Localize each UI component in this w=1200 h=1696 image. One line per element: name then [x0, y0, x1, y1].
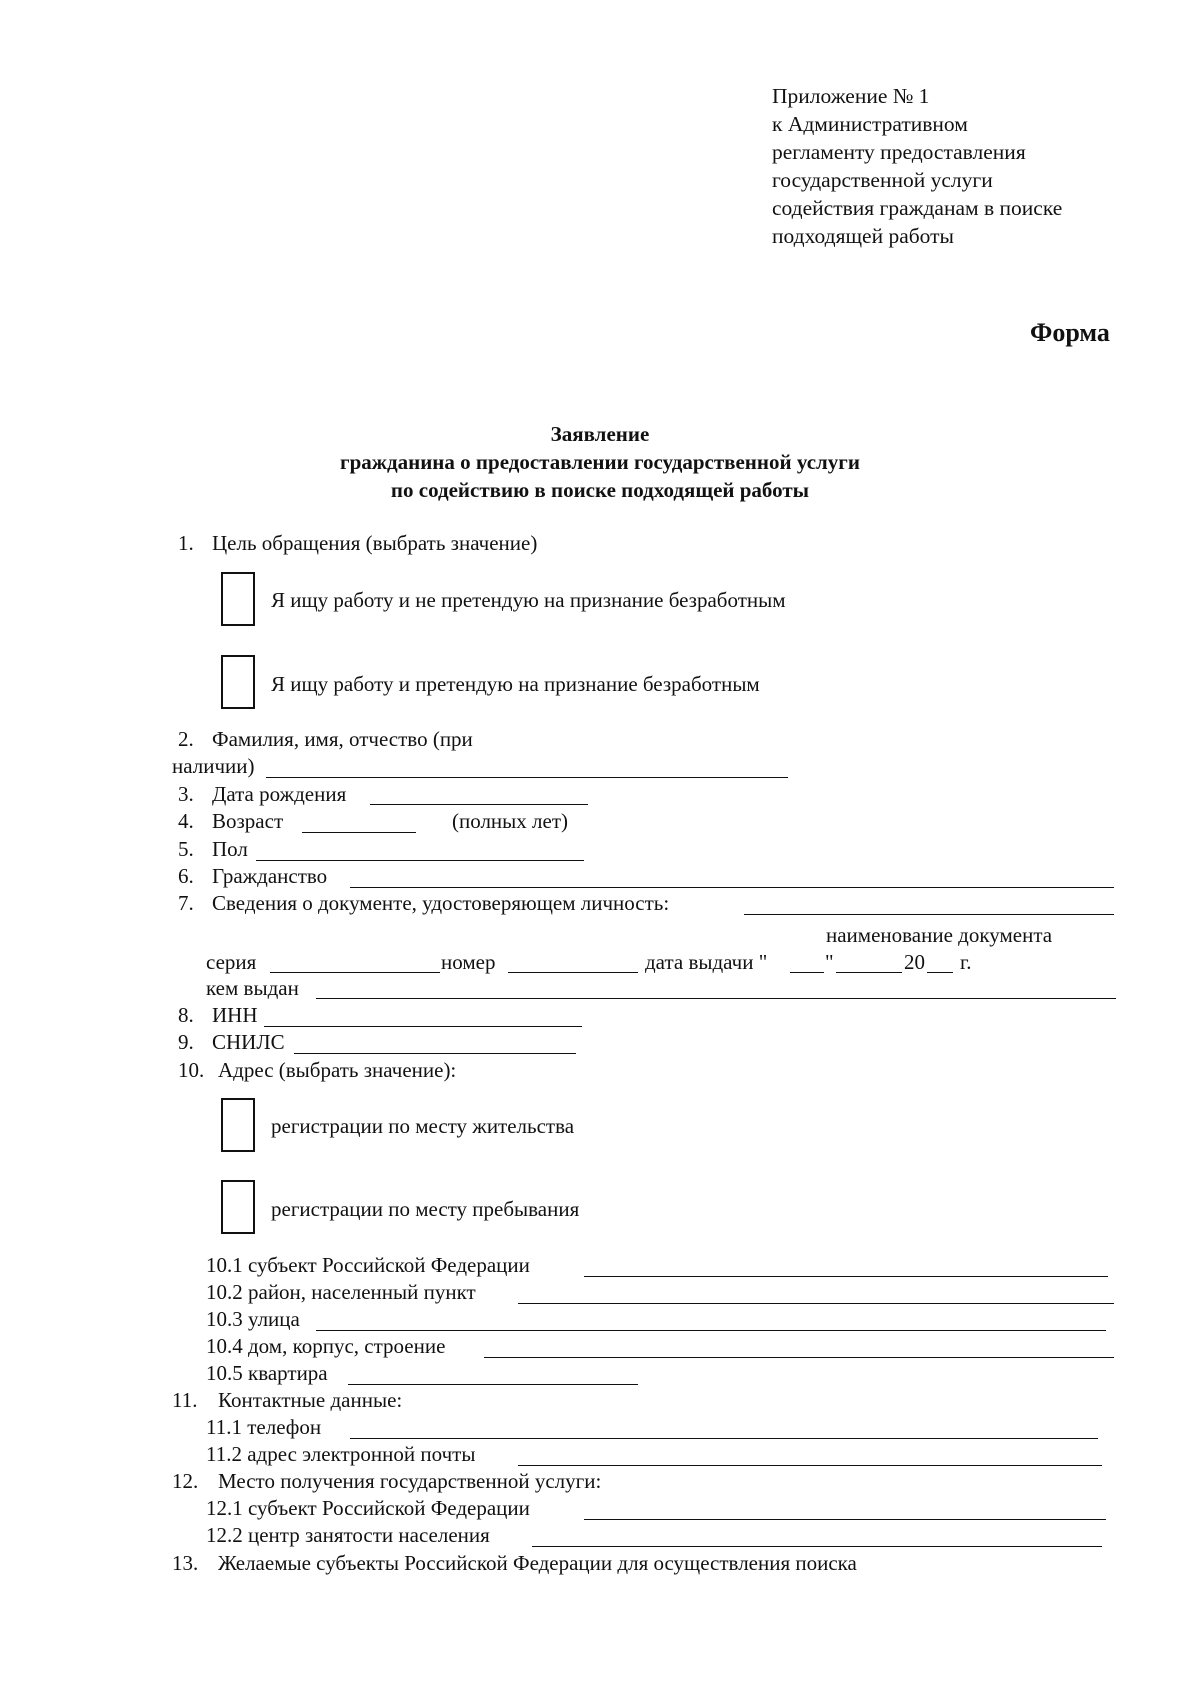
purpose-option-2-label: Я ищу работу и претендую на признание безработным [271, 672, 760, 696]
purpose-option-2-checkbox[interactable] [221, 655, 255, 709]
purpose-option-1-checkbox[interactable] [221, 572, 255, 626]
purpose-option-1-label: Я ищу работу и не претендую на признание безработным [271, 588, 786, 612]
item-4-number: 4. [178, 809, 194, 833]
id-document-name-field[interactable] [744, 914, 1114, 915]
issued-by-field[interactable] [316, 998, 1116, 999]
item-10-label: Адрес (выбрать значение): [218, 1058, 457, 1082]
appendix-line: к Административном [772, 112, 968, 136]
sex-field[interactable] [256, 860, 584, 861]
email-field[interactable] [518, 1465, 1102, 1466]
year-prefix: 20 [904, 950, 925, 974]
employment-center-field[interactable] [532, 1546, 1102, 1547]
document-title [0, 420, 1200, 504]
issue-day-field[interactable] [790, 972, 824, 973]
item-4-label: Возраст [212, 809, 284, 833]
series-label: серия [206, 950, 257, 974]
issue-month-field[interactable] [836, 972, 902, 973]
address-option-1-checkbox[interactable] [221, 1098, 255, 1152]
address-option-1-label: регистрации по месту жительства [271, 1114, 575, 1138]
number-field[interactable] [508, 972, 638, 973]
service-region-label: 12.1 субъект Российской Федерации [206, 1496, 530, 1520]
email-label: 11.2 адрес электронной почты [206, 1442, 476, 1466]
appendix-line: содействия гражданам в поиске [772, 196, 1063, 220]
item-13-label: Желаемые субъекты Российской Федерации для осуществления поиска [218, 1551, 857, 1575]
item-1-number: 1. [178, 531, 194, 555]
phone-label: 11.1 телефон [206, 1415, 322, 1439]
item-9-label: СНИЛС [212, 1030, 285, 1054]
address-apartment-label: 10.5 квартира [206, 1361, 328, 1385]
item-8-label: ИНН [212, 1003, 258, 1027]
item-6-label: Гражданство [212, 864, 328, 888]
employment-center-label: 12.2 центр занятости населения [206, 1523, 490, 1547]
appendix-header [772, 82, 1062, 250]
service-region-field[interactable] [584, 1519, 1106, 1520]
number-label: номер [441, 950, 496, 974]
address-option-2-label: регистрации по месту пребывания [271, 1197, 580, 1221]
address-apartment-field[interactable] [348, 1384, 638, 1385]
item-10-number: 10. [178, 1058, 205, 1082]
address-district-label: 10.2 район, населенный пункт [206, 1280, 476, 1304]
doc-name-caption: наименование документа [826, 923, 1053, 947]
item-8-number: 8. [178, 1003, 194, 1027]
item-5-label: Пол [212, 837, 248, 861]
item-12-number: 12. [172, 1469, 199, 1493]
address-street-label: 10.3 улица [206, 1307, 300, 1331]
issue-date-label: дата выдачи " [645, 950, 768, 974]
item-12-label: Место получения государственной услуги: [218, 1469, 602, 1493]
year-suffix: г. [960, 950, 972, 974]
title-line-1: Заявление [550, 422, 650, 446]
phone-field[interactable] [350, 1438, 1098, 1439]
citizenship-field[interactable] [350, 887, 1114, 888]
item-7-label: Сведения о документе, удостоверяющем личность: [212, 891, 670, 915]
snils-field[interactable] [294, 1053, 576, 1054]
address-house-field[interactable] [484, 1357, 1114, 1358]
full-name-field[interactable] [266, 777, 788, 778]
address-option-2-checkbox[interactable] [221, 1180, 255, 1234]
item-1-label: Цель обращения (выбрать значение) [212, 531, 538, 555]
item-11-number: 11. [172, 1388, 198, 1412]
item-11-label: Контактные данные: [218, 1388, 403, 1412]
item-7-number: 7. [178, 891, 194, 915]
appendix-line: государственной услуги [772, 168, 993, 192]
title-line-2: гражданина о предоставлении государственной услуги [340, 450, 860, 474]
appendix-line: Приложение № 1 [772, 84, 930, 108]
address-street-field[interactable] [316, 1330, 1106, 1331]
age-field[interactable] [302, 832, 416, 833]
issued-by-label: кем выдан [206, 976, 299, 1000]
issue-date-quote: " [825, 950, 834, 974]
item-9-number: 9. [178, 1030, 194, 1054]
item-6-number: 6. [178, 864, 194, 888]
inn-field[interactable] [264, 1026, 582, 1027]
appendix-line: регламенту предоставления [772, 140, 1026, 164]
series-field[interactable] [270, 972, 440, 973]
address-house-label: 10.4 дом, корпус, строение [206, 1334, 446, 1358]
item-2-number: 2. [178, 727, 194, 751]
address-region-field[interactable] [584, 1276, 1108, 1277]
form-label: Форма [1030, 318, 1110, 347]
address-region-label: 10.1 субъект Российской Федерации [206, 1253, 530, 1277]
item-3-number: 3. [178, 782, 194, 806]
item-4-suffix: (полных лет) [452, 809, 569, 833]
address-district-field[interactable] [518, 1303, 1114, 1304]
issue-year-field[interactable] [927, 972, 953, 973]
item-2-label: Фамилия, имя, отчество (при [212, 727, 473, 751]
title-line-3: по содействию в поиске подходящей работы [390, 478, 810, 502]
appendix-line: подходящей работы [772, 224, 954, 248]
item-13-number: 13. [172, 1551, 199, 1575]
item-3-label: Дата рождения [212, 782, 347, 806]
birth-date-field[interactable] [370, 804, 588, 805]
item-5-number: 5. [178, 837, 194, 861]
item-2-label-cont: наличии) [172, 754, 255, 778]
